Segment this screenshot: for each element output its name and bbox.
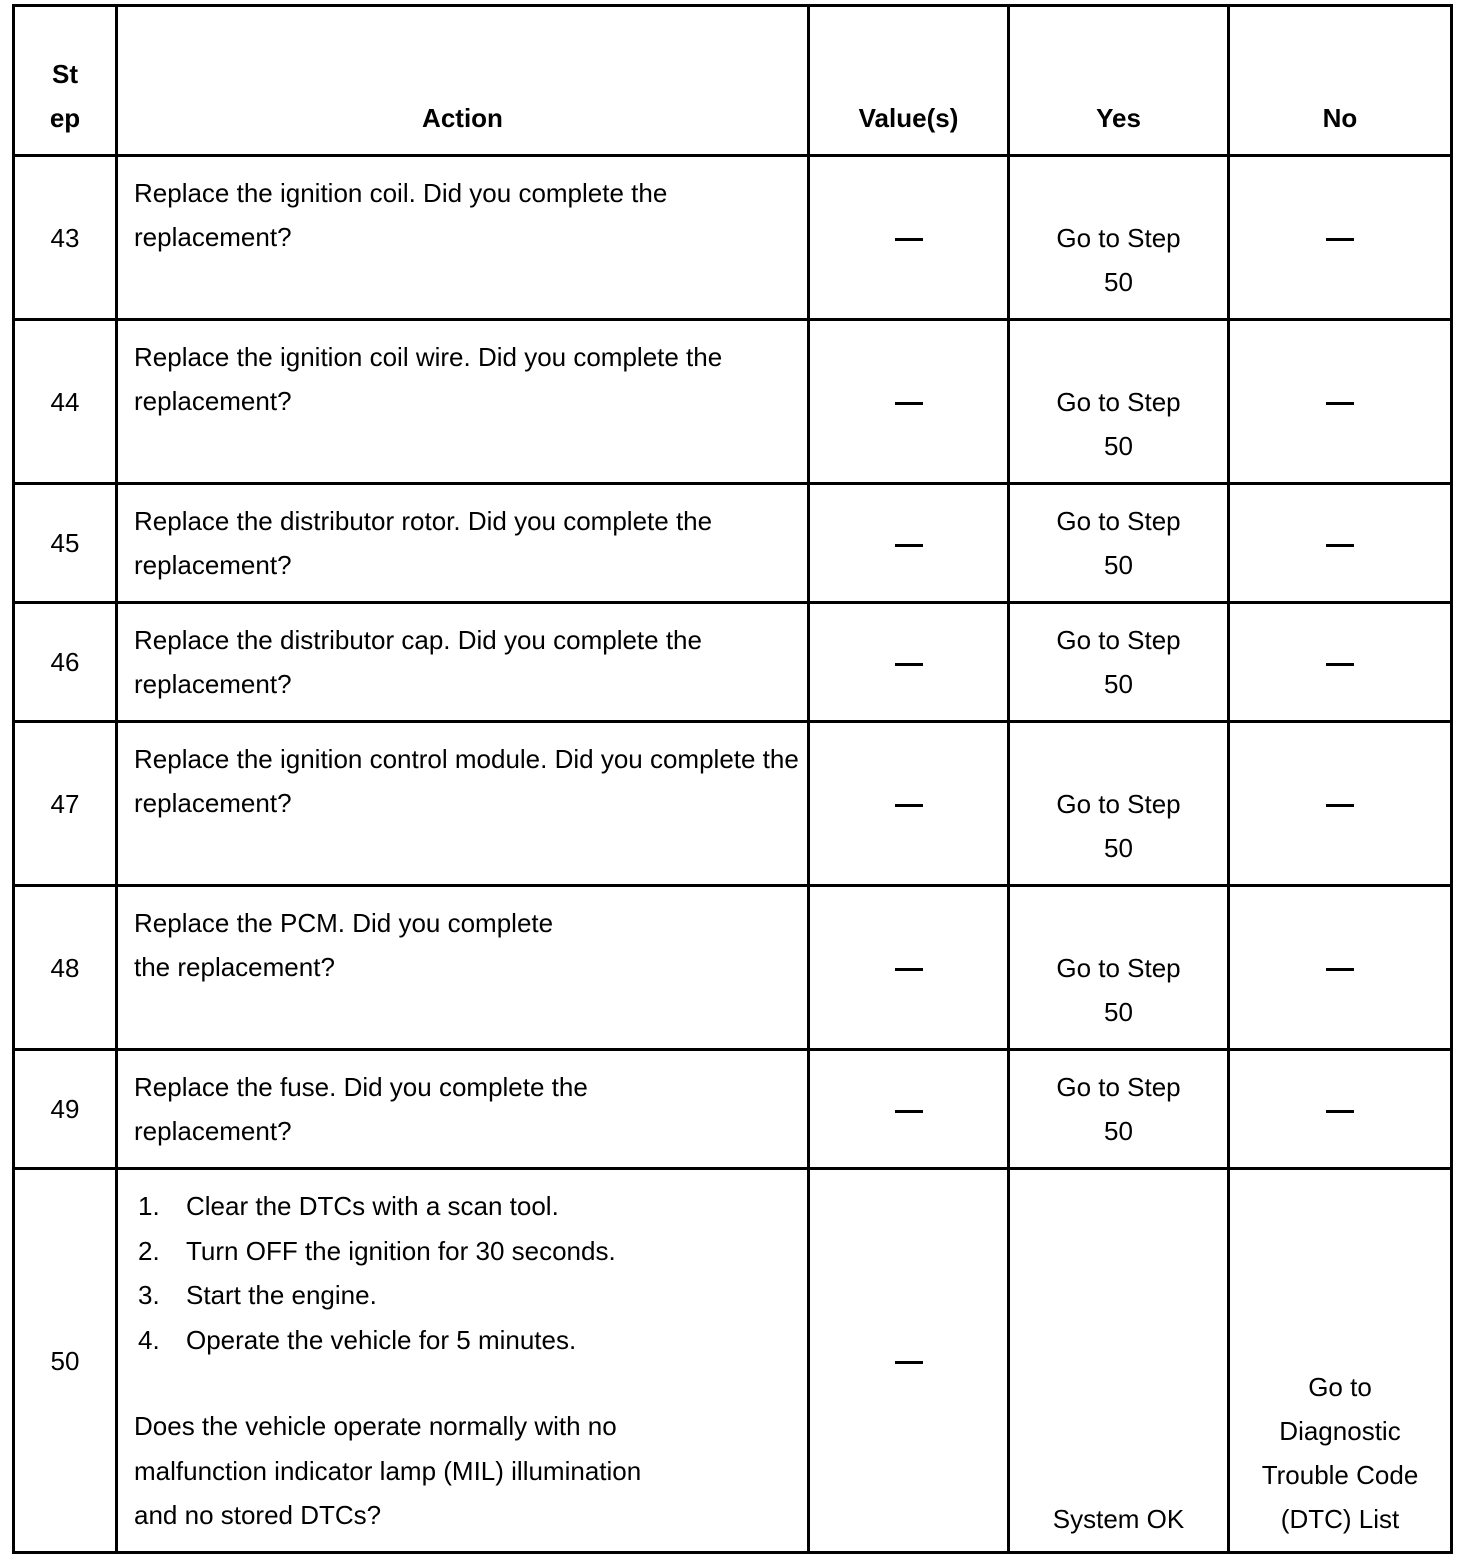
yes-line1: Go to Step	[1056, 1072, 1181, 1102]
list-text: Clear the DTCs with a scan tool.	[186, 1191, 559, 1221]
list-number: 2.	[138, 1235, 160, 1266]
no-cell: Go to Diagnostic Trouble Code (DTC) List	[1229, 1169, 1452, 1553]
table-row	[14, 1050, 1452, 1169]
step-number: 49	[14, 1050, 117, 1169]
no-cell	[1229, 156, 1452, 320]
no-cell	[1229, 1050, 1452, 1169]
no-cell	[1229, 603, 1452, 722]
action-text: Replace the fuse. Did you complete the replacement?	[117, 1050, 809, 1169]
yes-line1: Go to Step	[1056, 953, 1181, 983]
table-row	[14, 320, 1452, 484]
header-yes: Yes	[1009, 6, 1229, 156]
list-number: 1.	[138, 1191, 160, 1221]
yes-cell	[1009, 320, 1229, 484]
list-item	[134, 1184, 687, 1229]
dash-mark	[895, 1110, 923, 1113]
action-text: Replace the ignition control module. Did you complete the replacement?	[117, 722, 809, 886]
dash-mark	[895, 968, 923, 971]
action-text: Replace the distributor cap. Did you complete the replacement?	[117, 603, 809, 722]
yes-line2: 50	[1104, 997, 1133, 1027]
yes-line2: 50	[1104, 669, 1133, 699]
yes-cell	[1009, 886, 1229, 1050]
list-item	[134, 1273, 687, 1318]
dash-mark	[1326, 238, 1354, 241]
dash-mark	[895, 1361, 923, 1364]
dash-mark	[1326, 402, 1354, 405]
no-cell	[1229, 722, 1452, 886]
table-row-final	[14, 1169, 1452, 1553]
table-row	[14, 484, 1452, 603]
no-cell	[1229, 320, 1452, 484]
yes-line2: 50	[1104, 267, 1133, 297]
yes-cell: System OK	[1009, 1169, 1229, 1553]
header-row	[14, 6, 1452, 156]
action-text: Replace the ignition coil wire. Did you complete the replacement?	[117, 320, 809, 484]
action-steps-list	[134, 1184, 687, 1362]
table-row	[14, 722, 1452, 886]
value-cell	[809, 320, 1009, 484]
dash-mark	[1326, 968, 1354, 971]
diagnostic-table	[12, 4, 1453, 1554]
final-question: Does the vehicle operate normally with no malfunction indicator lamp (MIL) illumination and no stored DTCs?	[134, 1411, 642, 1530]
value-cell	[809, 156, 1009, 320]
value-cell	[809, 484, 1009, 603]
yes-line1: Go to Step	[1056, 789, 1181, 819]
yes-line1: Go to Step	[1056, 506, 1181, 536]
yes-line2: 50	[1104, 550, 1133, 580]
table-row	[14, 886, 1452, 1050]
yes-cell	[1009, 484, 1229, 603]
list-text: Operate the vehicle for 5 minutes.	[186, 1324, 577, 1355]
action-text	[117, 1169, 809, 1553]
yes-line2: 50	[1104, 833, 1133, 863]
yes-cell	[1009, 156, 1229, 320]
value-cell	[809, 1050, 1009, 1169]
dash-mark	[895, 663, 923, 666]
list-item	[134, 1318, 687, 1363]
step-number: 47	[14, 722, 117, 886]
yes-line1: Go to Step	[1056, 387, 1181, 417]
yes-line2: 50	[1104, 1116, 1133, 1146]
table-row	[14, 603, 1452, 722]
no-cell	[1229, 886, 1452, 1050]
yes-line1: Go to Step	[1056, 223, 1181, 253]
no-cell	[1229, 484, 1452, 603]
value-cell	[809, 886, 1009, 1050]
dash-mark	[895, 402, 923, 405]
step-number: 44	[14, 320, 117, 484]
dash-mark	[895, 804, 923, 807]
step-number: 46	[14, 603, 117, 722]
dash-mark	[895, 238, 923, 241]
dash-mark	[895, 544, 923, 547]
list-number: 4.	[138, 1324, 160, 1355]
dash-mark	[1326, 1110, 1354, 1113]
step-number: 43	[14, 156, 117, 320]
step-number: 45	[14, 484, 117, 603]
header-action: Action	[117, 6, 809, 156]
dash-mark	[1326, 544, 1354, 547]
action-text: Replace the distributor rotor. Did you complete the replacement?	[117, 484, 809, 603]
yes-line1: Go to Step	[1056, 625, 1181, 655]
yes-cell	[1009, 1050, 1229, 1169]
value-cell	[809, 603, 1009, 722]
yes-cell	[1009, 603, 1229, 722]
action-text: Replace the ignition coil. Did you complete the replacement?	[117, 156, 809, 320]
header-values: Value(s)	[809, 6, 1009, 156]
value-cell	[809, 722, 1009, 886]
header-step-line1: St	[52, 59, 78, 89]
list-text: Turn OFF the ignition for 30 seconds.	[186, 1235, 616, 1266]
dash-mark	[1326, 663, 1354, 666]
header-no: No	[1229, 6, 1452, 156]
yes-line2: 50	[1104, 431, 1133, 461]
header-step	[14, 6, 117, 156]
value-cell	[809, 1169, 1009, 1553]
list-number: 3.	[138, 1280, 160, 1310]
action-text: Replace the PCM. Did you complete the replacement?	[117, 886, 809, 1050]
yes-cell	[1009, 722, 1229, 886]
list-item	[134, 1229, 687, 1274]
dash-mark	[1326, 804, 1354, 807]
table-row	[14, 156, 1452, 320]
step-number: 50	[14, 1169, 117, 1553]
step-number: 48	[14, 886, 117, 1050]
header-step-line2: ep	[49, 103, 81, 133]
list-text: Start the engine.	[186, 1280, 377, 1310]
